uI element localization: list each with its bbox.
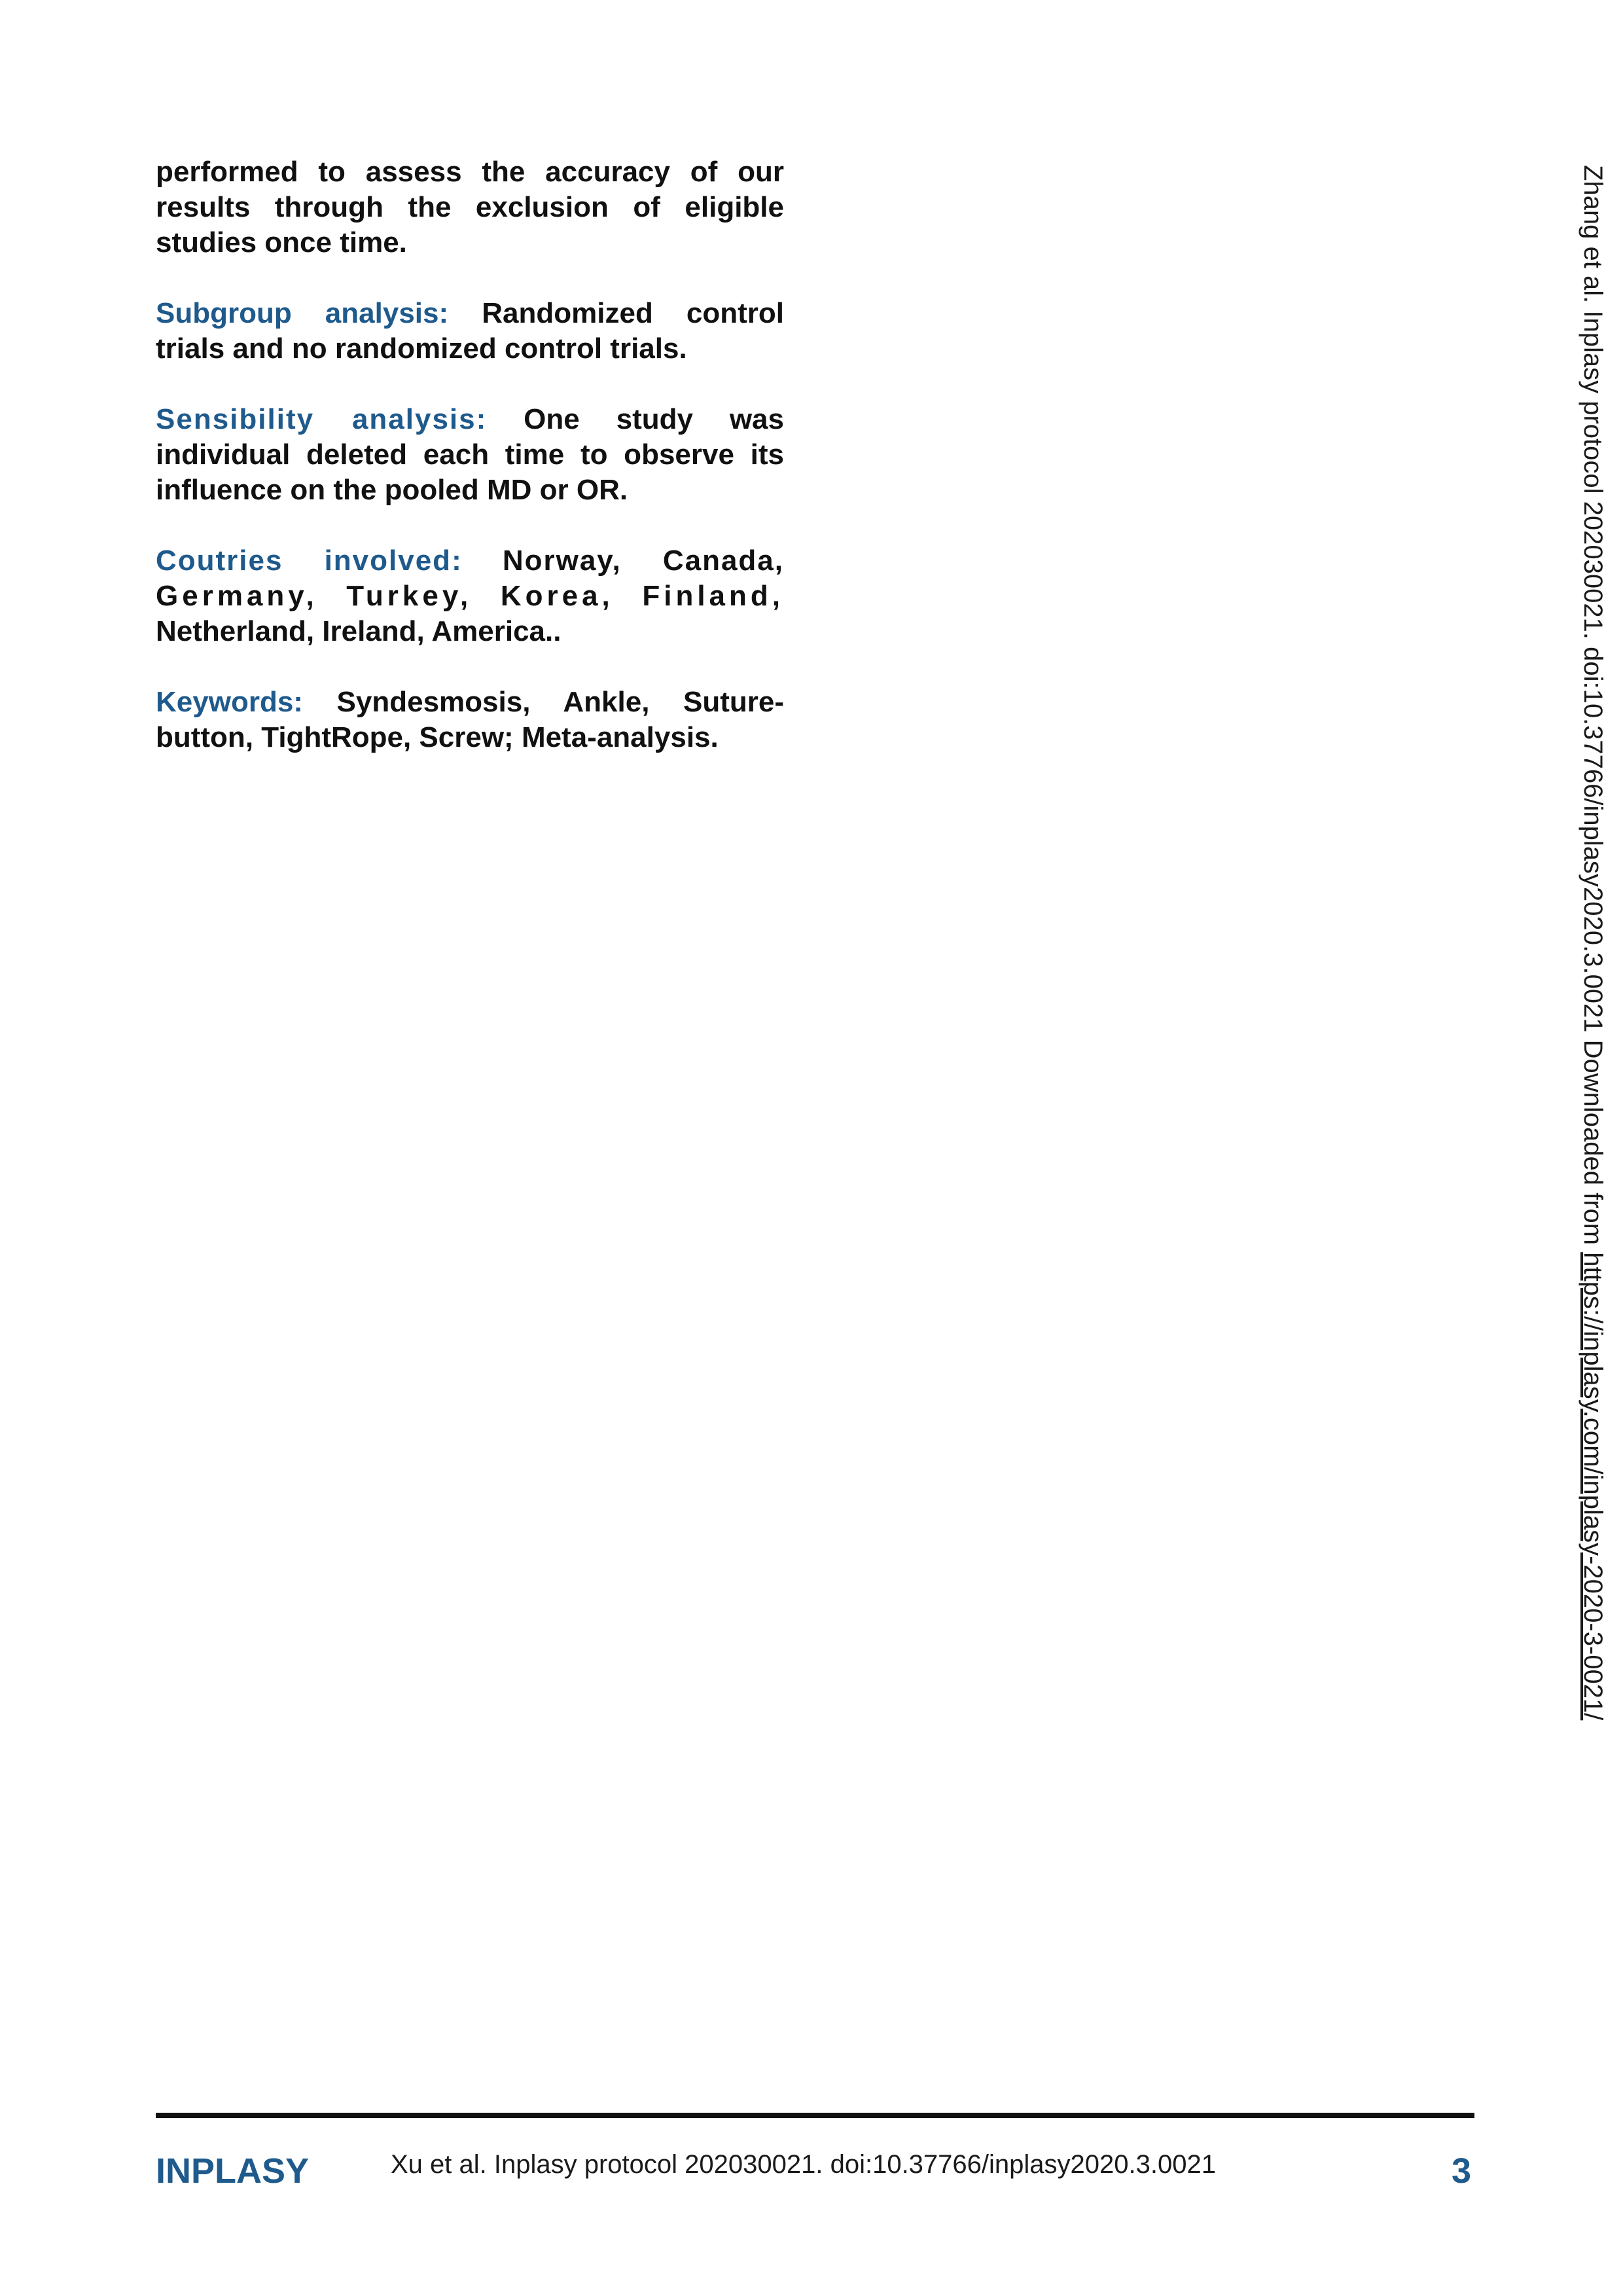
page-number: 3 [1452,2151,1472,2191]
sensibility-label: Sensibility analysis: [156,403,488,435]
sensibility-text: One study was individual deleted each time to observe its influence on the pooled MD or OR. [156,403,784,506]
footer-divider [156,2113,1474,2118]
keywords-paragraph [156,685,784,755]
side-note-text: Zhang et al. Inplasy protocol 202030021. doi:10.37766/inplasy2020.3.0021 Downloaded from [1578,165,1607,1253]
intro-paragraph: performed to assess the accuracy of our results through the exclusion of eligible studies once time. [156,156,784,259]
countries-text-line2: Germany, Turkey, Korea, Finland, [156,580,784,612]
main-text-column [156,154,784,791]
keywords-text: Syndesmosis, Ankle, Suture-button, TightRope, Screw; Meta-analysis. [156,686,784,753]
subgroup-paragraph [156,296,784,367]
keywords-label: Keywords: [156,686,303,718]
countries-text-line3: Netherland, Ireland, America.. [156,615,562,647]
side-download-note [1580,165,1606,1720]
footer-brand: INPLASY [156,2151,310,2191]
countries-paragraph [156,543,784,649]
countries-text-line1: Norway, Canada, [502,545,784,577]
side-note-link[interactable]: https://inplasy.com/inplasy-2020-3-0021/ [1578,1252,1607,1721]
footer-citation: Xu et al. Inplasy protocol 202030021. doi:10.37766/inplasy2020.3.0021 [391,2150,1216,2179]
subgroup-text: Randomized control trials and no randomized control trials. [156,297,785,365]
countries-label: Coutries involved: [156,545,463,577]
subgroup-label: Subgroup analysis: [156,297,449,329]
sensibility-paragraph [156,402,784,508]
